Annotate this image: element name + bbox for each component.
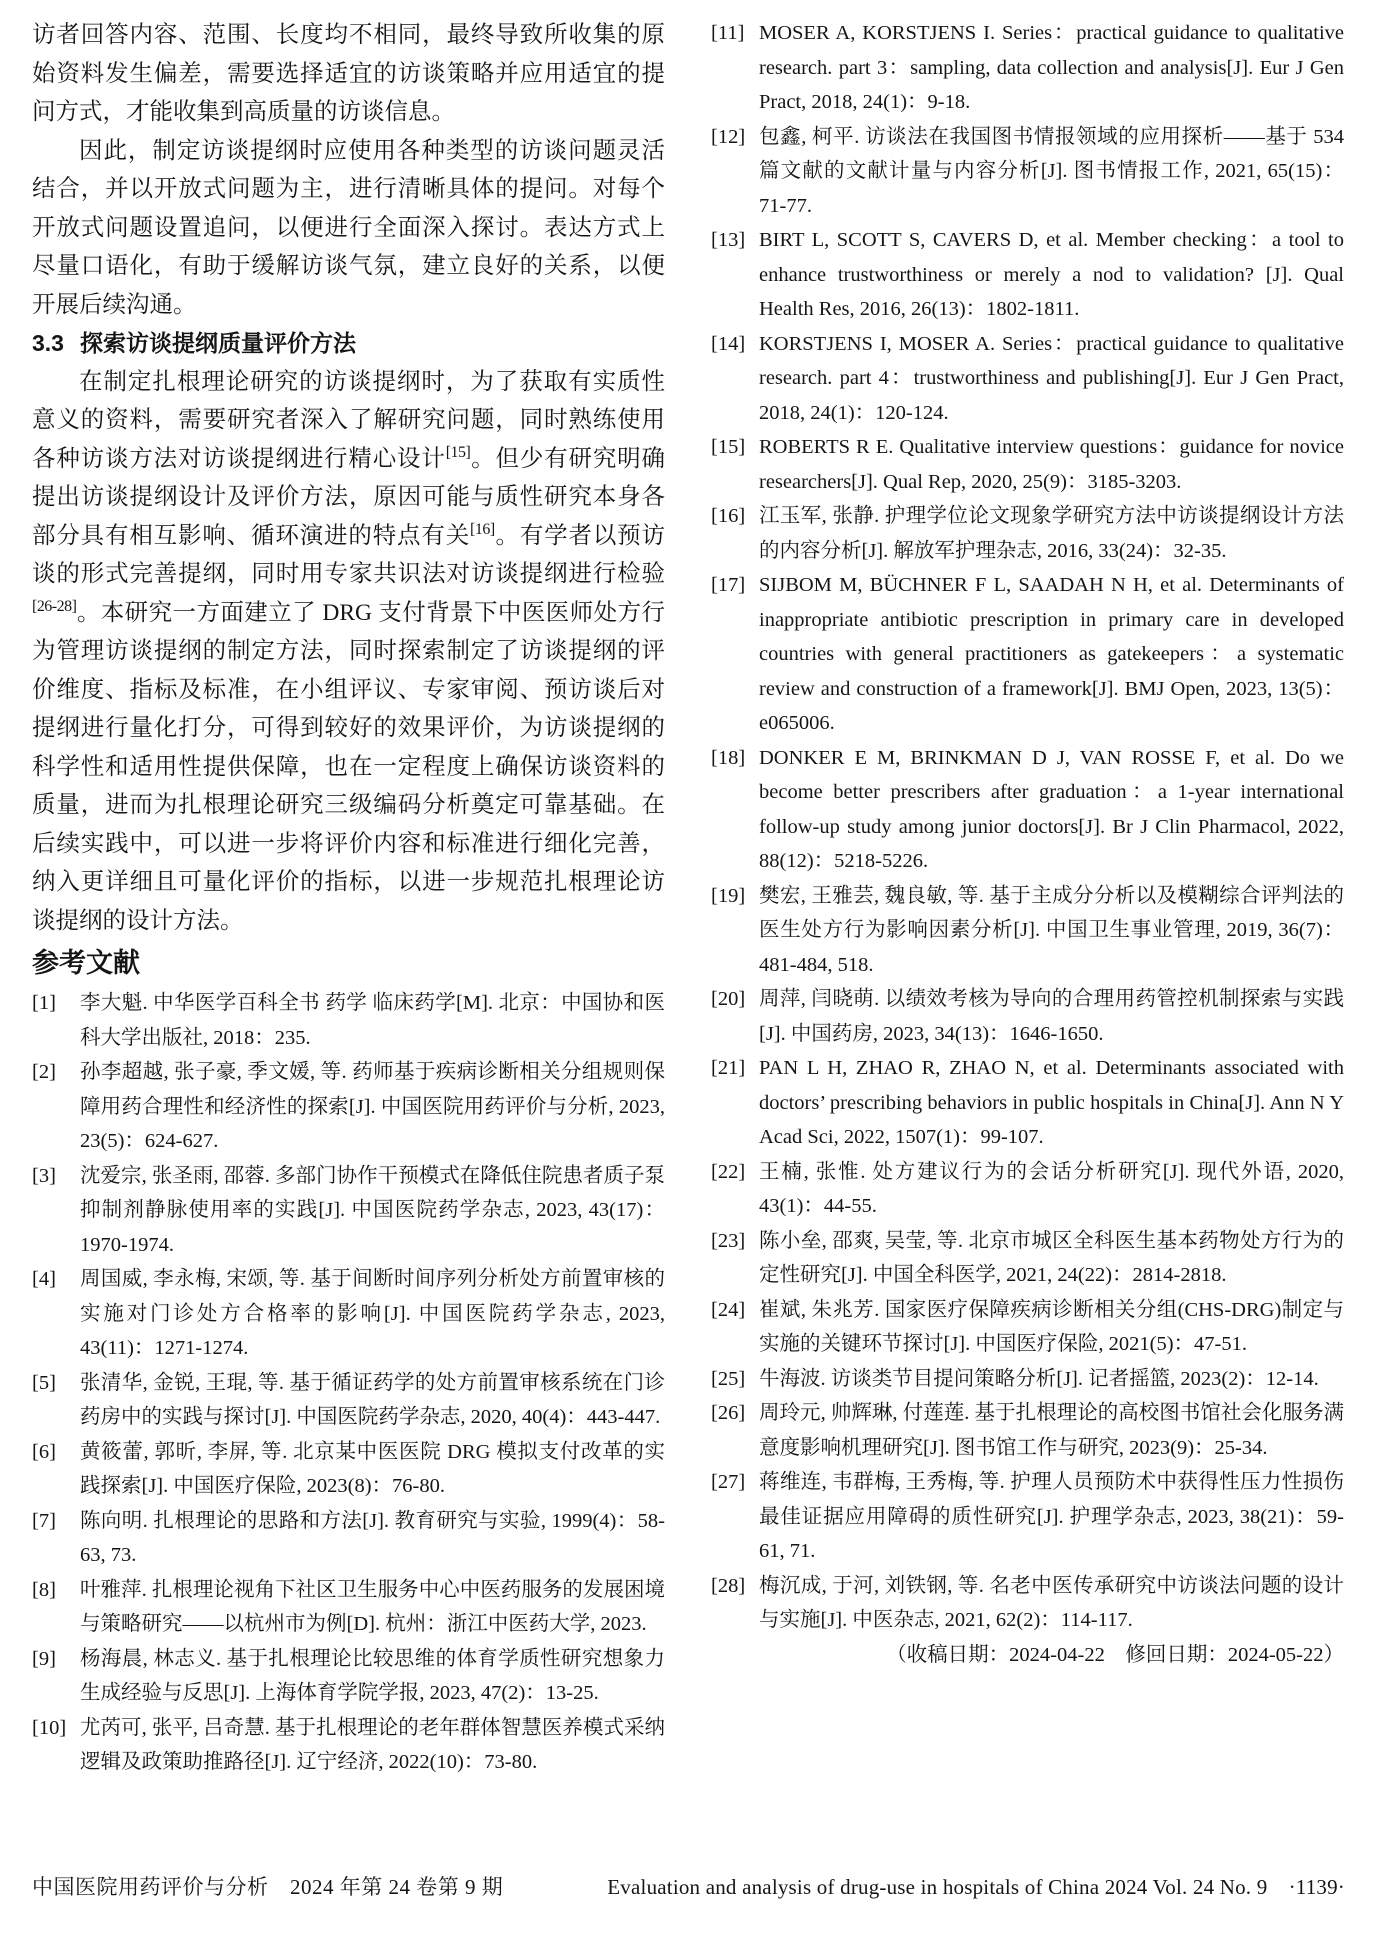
reference-number: [23] xyxy=(711,1229,746,1252)
reference-item-10 xyxy=(32,1711,665,1780)
reference-number: [15] xyxy=(711,436,746,458)
reference-number: [28] xyxy=(711,1574,746,1597)
section-text-part: 。本研究一方面建立了 DRG 支付背景下中医医师处方行为管理访谈提纲的制定方法，同时探索制定了访谈提纲的评价维度、指标及标准，在小组评议、专家审阅、预访谈后对提纲进行量化打分，可得到较好的效果评价，为访谈提纲的科学性和适用性提供保障，也在一定程度上确保访谈资料的质量，进而为扎根理论研究三级编码分析奠定可靠基础。在后续实践中，可以进一步将评价内容和标准进行细化完善，纳入更详细且可量化评价的指标，以进一步规范扎根理论访谈提纲的设计方法。 xyxy=(32,599,665,934)
reference-item-26 xyxy=(711,1396,1344,1465)
section-3-3-paragraph xyxy=(32,363,665,941)
reference-text: 尤芮可, 张平, 吕奇慧. 基于扎根理论的老年群体智慧医养模式采纳逻辑及政策助推路径[J]. 辽宁经济, 2022(10)：73-80. xyxy=(80,1716,665,1773)
reference-number: [5] xyxy=(32,1371,56,1394)
reference-text: SIJBOM M, BÜCHNER F L, SAADAH N H, et al. Determinants of inappropriate antibiotic prescription in primary care in developed countries with general practitioners as gatekeepers：a systematic review and construction of a framework[J]. BMJ Open, 2023, 13(5)：e065006. xyxy=(759,574,1344,734)
reference-number: [1] xyxy=(32,992,56,1014)
reference-item-20 xyxy=(711,982,1344,1051)
reference-item-22 xyxy=(711,1155,1344,1224)
reference-item-16 xyxy=(711,499,1344,568)
reference-number: [3] xyxy=(32,1164,56,1187)
reference-number: [18] xyxy=(711,746,746,769)
received-revised-dates: （收稿日期：2024-04-22 修回日期：2024-05-22） xyxy=(886,1643,1344,1666)
reference-number: [14] xyxy=(711,332,746,355)
reference-item-9 xyxy=(32,1642,665,1711)
reference-number: [11] xyxy=(711,22,745,44)
reference-text: 王楠, 张惟. 处方建议行为的会话分析研究[J]. 现代外语, 2020, 43(1)：44-55. xyxy=(759,1160,1344,1217)
section-text-part: 。有学者以预访谈的形式完善提纲，同时用专家共识法对访谈提纲进行检验 xyxy=(32,522,666,587)
reference-text: MOSER A, KORSTJENS I. Series：practical guidance to qualitative research. part 3：sampling, data collection and analysis[J]. Eur J Gen Pract, 2018, 24(1)：9-18. xyxy=(759,22,1344,113)
reference-number: [13] xyxy=(711,229,746,251)
reference-number: [10] xyxy=(32,1716,67,1739)
reference-item-24 xyxy=(711,1293,1344,1362)
reference-item-2 xyxy=(32,1055,665,1159)
reference-text: BIRT L, SCOTT S, CAVERS D, et al. Member checking：a tool to enhance trustworthiness or merely a nod to validation? [J]. Qual Health Res, 2016, 26(13)：1802-1811. xyxy=(759,229,1344,320)
reference-number: [26] xyxy=(711,1402,746,1424)
reference-text: 江玉军, 张静. 护理学位论文现象学研究方法中访谈提纲设计方法的内容分析[J]. 解放军护理杂志, 2016, 33(24)：32-35. xyxy=(759,505,1344,562)
reference-item-5 xyxy=(32,1366,665,1435)
reference-text: KORSTJENS I, MOSER A. Series：practical guidance to qualitative research. part 4：trustworthiness and publishing[J]. Eur J Gen Pract, 2018, 24(1)：120-124. xyxy=(759,332,1344,424)
citation-superscript-26-28: [26-28] xyxy=(32,597,77,615)
reference-item-19 xyxy=(711,879,1344,983)
reference-number: [21] xyxy=(711,1057,746,1079)
reference-text: 樊宏, 王雅芸, 魏良敏, 等. 基于主成分分析以及模糊综合评判法的医生处方行为影响因素分析[J]. 中国卫生事业管理, 2019, 36(7)：481-484, 518. xyxy=(759,884,1344,976)
reference-number: [9] xyxy=(32,1647,56,1670)
reference-text: PAN L H, ZHAO R, ZHAO N, et al. Determinants associated with doctors’ prescribing behaviors in public hospitals in China[J]. Ann N Y Acad Sci, 2022, 1507(1)：99-107. xyxy=(759,1057,1344,1148)
reference-text: 蒋维连, 韦群梅, 王秀梅, 等. 护理人员预防术中获得性压力性损伤最佳证据应用障碍的质性研究[J]. 护理学杂志, 2023, 38(21)：59-61, 71. xyxy=(759,1471,1344,1562)
left-column xyxy=(32,16,665,1780)
section-text-part: 。但少有研究明确提出访谈提纲设计及评价方法，原因可能与质性研究本身各部分具有相互影响、循环演进的特点有关 xyxy=(32,445,666,549)
page-footer xyxy=(0,1872,1375,1902)
section-text-part: 在制定扎根理论研究的访谈提纲时，为了获取有实质性意义的资料，需要研究者深入了解研究问题，同时熟练使用各种访谈方法对访谈提纲进行精心设计 xyxy=(32,368,665,472)
reference-item-13 xyxy=(711,223,1344,327)
footer-journal-en: Evaluation and analysis of drug-use in hospitals of China 2024 Vol. 24 No. 9 ·1139· xyxy=(607,1875,1345,1899)
reference-number: [17] xyxy=(711,574,746,596)
reference-text: 张清华, 金锐, 王琨, 等. 基于循证药学的处方前置审核系统在门诊药房中的实践与探讨[J]. 中国医院药学杂志, 2020, 40(4)：443-447. xyxy=(80,1371,665,1428)
reference-text: 孙李超越, 张子豪, 季文媛, 等. 药师基于疾病诊断相关分组规则保障用药合理性和经济性的探索[J]. 中国医院用药评价与分析, 2023, 23(5)：624-627. xyxy=(80,1061,665,1152)
paragraph-2: 因此，制定访谈提纲时应使用各种类型的访谈问题灵活结合，并以开放式问题为主，进行清晰具体的提问。对每个开放式问题设置追问，以便进行全面深入探讨。表达方式上尽量口语化，有助于缓解访谈气氛，建立良好的关系，以便开展后续沟通。 xyxy=(32,137,665,318)
reference-number: [4] xyxy=(32,1268,56,1290)
reference-number: [2] xyxy=(32,1061,56,1083)
reference-text: 崔斌, 朱兆芳. 国家医疗保障疾病诊断相关分组(CHS-DRG)制定与实施的关键环节探讨[J]. 中国医疗保险, 2021(5)：47-51. xyxy=(759,1298,1344,1355)
reference-item-11 xyxy=(711,16,1344,120)
reference-number: [25] xyxy=(711,1367,746,1390)
reference-item-21 xyxy=(711,1051,1344,1155)
reference-text: 包鑫, 柯平. 访谈法在我国图书情报领域的应用探析——基于 534 篇文献的文献计量与内容分析[J]. 图书情报工作, 2021, 65(15)：71-77. xyxy=(759,125,1344,217)
reference-item-4 xyxy=(32,1262,665,1366)
reference-number: [7] xyxy=(32,1509,56,1532)
reference-item-23 xyxy=(711,1224,1344,1293)
reference-text: 陈向明. 扎根理论的思路和方法[J]. 教育研究与实验, 1999(4)：58-63, 73. xyxy=(80,1509,665,1566)
reference-number: [20] xyxy=(711,988,746,1010)
reference-item-25 xyxy=(711,1362,1344,1397)
reference-text: 牛海波. 访谈类节目提问策略分析[J]. 记者摇篮, 2023(2)：12-14. xyxy=(759,1367,1319,1390)
reference-item-18 xyxy=(711,741,1344,879)
references-heading: 参考文献 xyxy=(32,948,140,978)
reference-text: 黄筱蕾, 郭昕, 李屏, 等. 北京某中医医院 DRG 模拟支付改革的实践探索[J]. 中国医疗保险, 2023(8)：76-80. xyxy=(80,1440,665,1497)
citation-superscript-15: [15] xyxy=(445,443,471,461)
reference-item-8 xyxy=(32,1573,665,1642)
reference-item-27 xyxy=(711,1465,1344,1569)
citation-superscript-16: [16] xyxy=(470,520,495,538)
reference-item-15 xyxy=(711,430,1344,499)
reference-item-7 xyxy=(32,1504,665,1573)
reference-text: 周玲元, 帅辉琳, 付莲莲. 基于扎根理论的高校图书馆社会化服务满意度影响机理研究[J]. 图书馆工作与研究, 2023(9)：25-34. xyxy=(759,1402,1344,1459)
section-heading-3-3 xyxy=(32,324,665,363)
reference-number: [19] xyxy=(711,884,746,907)
reference-text: 李大魁. 中华医学百科全书 药学 临床药学[M]. 北京：中国协和医科大学出版社, 2018：235. xyxy=(80,992,665,1049)
reference-item-6 xyxy=(32,1435,665,1504)
reference-number: [8] xyxy=(32,1578,56,1601)
reference-text: 周萍, 闫晓萌. 以绩效考核为导向的合理用药管控机制探索与实践[J]. 中国药房, 2023, 34(13)：1646-1650. xyxy=(759,988,1344,1045)
reference-item-28 xyxy=(711,1569,1344,1638)
section-number: 3.3 xyxy=(32,330,64,356)
reference-number: [16] xyxy=(711,505,746,527)
reference-text: 梅沉成, 于河, 刘铁钢, 等. 名老中医传承研究中访谈法问题的设计与实施[J]. 中医杂志, 2021, 62(2)：114-117. xyxy=(759,1574,1344,1631)
reference-number: [6] xyxy=(32,1440,56,1463)
reference-text: 陈小垒, 邵爽, 吴莹, 等. 北京市城区全科医生基本药物处方行为的定性研究[J]. 中国全科医学, 2021, 24(22)：2814-2818. xyxy=(759,1229,1344,1286)
reference-number: [22] xyxy=(711,1160,746,1183)
section-title: 探索访谈提纲质量评价方法 xyxy=(79,330,356,356)
reference-text: 沈爱宗, 张圣雨, 邵蓉. 多部门协作干预模式在降低住院患者质子泵抑制剂静脉使用率的实践[J]. 中国医院药学杂志, 2023, 43(17)：1970-1974. xyxy=(80,1164,665,1256)
paragraph-continuation: 访者回答内容、范围、长度均不相同，最终导致所收集的原始资料发生偏差，需要选择适宜的访谈策略并应用适宜的提问方式，才能收集到高质量的访谈信息。 xyxy=(32,22,665,125)
right-column xyxy=(711,16,1344,1780)
reference-number: [24] xyxy=(711,1298,746,1321)
reference-text: ROBERTS R E. Qualitative interview questions：guidance for novice researchers[J]. Qual Rep, 2020, 25(9)：3185-3203. xyxy=(759,436,1344,493)
reference-text: 叶雅萍. 扎根理论视角下社区卫生服务中心中医药服务的发展困境与策略研究——以杭州市为例[D]. 杭州：浙江中医药大学, 2023. xyxy=(80,1578,665,1635)
reference-number: [27] xyxy=(711,1471,746,1493)
footer-journal-cn: 中国医院用药评价与分析 2024 年第 24 卷第 9 期 xyxy=(32,1875,504,1899)
reference-number: [12] xyxy=(711,125,746,148)
reference-item-1 xyxy=(32,986,665,1055)
reference-text: 周国威, 李永梅, 宋颂, 等. 基于间断时间序列分析处方前置审核的实施对门诊处方合格率的影响[J]. 中国医院药学杂志, 2023, 43(11)：1271-1274. xyxy=(80,1268,665,1359)
reference-text: DONKER E M, BRINKMAN D J, VAN ROSSE F, et al. Do we become better prescribers after graduation：a 1-year international follow-up study among junior doctors[J]. Br J Clin Pharmacol, 2022, 88(12)：5218-5226. xyxy=(759,746,1344,872)
reference-item-14 xyxy=(711,327,1344,431)
reference-item-17 xyxy=(711,568,1344,741)
reference-item-3 xyxy=(32,1159,665,1263)
reference-text: 杨海晨, 林志义. 基于扎根理论比较思维的体育学质性研究想象力生成经验与反思[J]. 上海体育学院学报, 2023, 47(2)：13-25. xyxy=(80,1647,665,1704)
reference-item-12 xyxy=(711,120,1344,224)
